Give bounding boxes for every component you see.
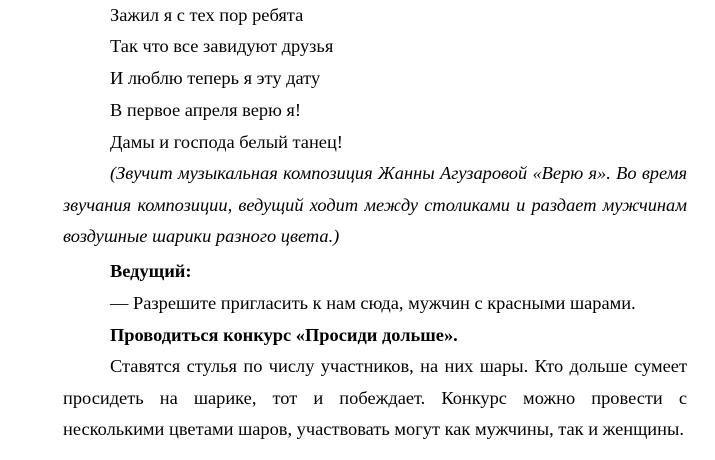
poem-line-4: В первое апреля верю я!: [110, 100, 302, 120]
poem-line-3: И люблю теперь я эту дату: [110, 68, 321, 88]
stage-direction: (Звучит музыкальная композиция Жанны Агузаровой «Верю я». Во время звучания композиции, ведущий ходит между столиками и раздает мужчинам воздушные шарики разного цвета.): [63, 163, 687, 247]
host-speech: — Разрешите пригласить к нам сюда, мужчин с красными шарами.: [110, 293, 636, 313]
poem-line-1: Зажил я с тех пор ребята: [110, 5, 304, 25]
speaker-label: Ведущий:: [110, 261, 192, 281]
contest-title: Проводиться конкурс «Просиди дольше».: [110, 325, 458, 345]
poem-line-5: Дамы и господа белый танец!: [110, 132, 343, 152]
contest-description: Ставятся стулья по числу участников, на них шары. Кто дольше сумеет просидеть на шарике, тот и побеждает. Конкурс можно провести с несколькими цветами шаров, участвовать могут как мужчины, так и женщины.: [63, 356, 687, 440]
poem-line-2: Так что все завидуют друзья: [110, 36, 334, 56]
